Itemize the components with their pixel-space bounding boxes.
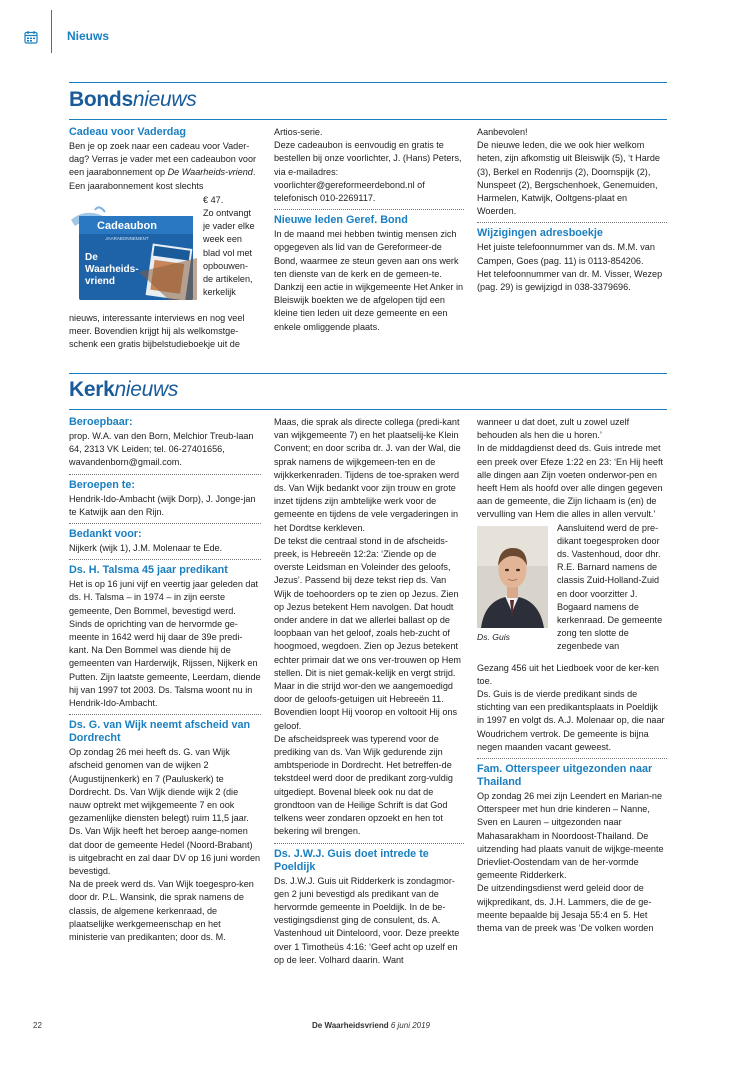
title-italic: nieuws (132, 88, 197, 111)
article-text: Ds. J.W.J. Guis uit Ridderkerk is zondagmor-gen 2 juni bevestigd als predikant van de hervormde gemeente in Poeldijk. In de be-vestigingsdienst ging de consulent, ds. A. Vastenhoud uit Dinteloord, voor. Deze preekte over 1 Timotheüs 4:16: ‘Geef acht op uzelf en op de leer. Volhard daarin. Want (274, 875, 460, 965)
kerknieuws-title (69, 378, 178, 402)
bonds-column-1 (69, 126, 261, 351)
guis-photo-block (477, 522, 667, 662)
kerk-column-1 (69, 416, 261, 944)
article-text: Hendrik-Ido-Ambacht (wijk Dorp), J. Jonge-jan te Katwijk aan den Rijn. (69, 493, 256, 517)
kerk-column-2 (274, 416, 464, 967)
dotted-separator (69, 474, 261, 475)
bonds-column-2 (274, 126, 464, 334)
article-text: Zo ontvangt je vader elke week een blad vol met opbouwen-de artikelen, kerkelijk (203, 208, 255, 298)
dotted-separator (69, 523, 261, 524)
section-label: Nieuws (67, 29, 110, 43)
price: € 47. (203, 194, 224, 205)
article-text (69, 140, 261, 193)
article-text: De nieuwe leden, die we ook hier welkom heten, zijn afkomstig uit Bleiswijk (5), ‘t Harde (3), Berkel en Rodenrijs (2), Doornspijk (2), Nunspeet (2), Bergschenhoek, Genemuiden, Harmelen, Katwijk, Ooltgens-plaat en Woerden. (477, 140, 660, 217)
article-text: Maas, die sprak als directe collega (predi-kant van wijkgemeente 7) en het plaatselij-ke Klein Convent; en door scriba dr. J. van der Wal, die sprak namens de wijkgemeen-ten en de wijkkerkenraden. Tijdens de toe-spraken werd ds. Van Wijk bedankt voor zijn trouw en grote inzet tijdens zijn ambtelijke werk voor de gemeente en tijdens de vele vergaderingen in het Dordtse kerkleven. (274, 417, 461, 533)
article-text: nieuws, interessante interviews en nog veel meer. Bovendien krijgt hij als welkomstge-schenk een gratis bijbelstudieboekje uit de (69, 312, 245, 350)
magazine-name: De Waarheidsvriend (312, 1021, 389, 1030)
section-rule (69, 82, 667, 83)
article-text: Het is op 16 juni vijf en veertig jaar geleden dat ds. H. Talsma – in 1974 – in zijn eerste gemeente, Den Bommel, bevestigd werd. Sinds de oprichting van de hervormde ge-meente in 1642 werd hij daar de 39e predi-kant. Na Den Bommel was diende hij de gemeenten van Harderwijk, Rijssen, Nijkerk en Putten. Zijn laatste gemeente, Leerdam, diende hij van 1997 tot 2003. Ds. Talsma woont nu in Hendrik-Ido-Ambacht. (69, 579, 261, 709)
article-text: De afscheidspreek was typerend voor de prediking van ds. Van Wijk gedurende zijn ambtsperiode in Dordrecht. Het betreffen-de tekstdeel werd door de predikant zorg-vuldig uitgediept. Bovenal bleek ook nu dat de grondtoon van de Heilige Schrift is dat God telkens weer zondaren opzoekt en hen tot bekering wil brengen. (274, 733, 453, 837)
article-heading: Ds. H. Talsma 45 jaar predikant (69, 564, 228, 577)
title-bold: Kerk (69, 378, 115, 401)
article-heading: Ds. J.W.J. Guis doet intrede te Poeldijk (274, 847, 429, 873)
section-rule (69, 119, 667, 120)
page-number: 22 (33, 1021, 42, 1030)
article-heading: Beroepbaar: (69, 416, 133, 428)
calendar-icon (24, 30, 38, 44)
magazine-name: De Waarheids-vriend (167, 167, 253, 178)
page-header (0, 0, 738, 72)
kerk-column-3 (477, 416, 667, 935)
article-heading: Ds. G. van Wijk neemt afscheid van Dordrecht (69, 719, 251, 745)
bonds-column-3 (477, 126, 667, 294)
article-text: prop. W.A. van den Born, Melchior Treub-laan 64, 2313 VK Leiden; tel. 06-27401656, wavandenborn@gmail.com. (69, 431, 254, 468)
article-text: Op zondag 26 mei heeft ds. G. van Wijk afscheid genomen van de wijken 2 (Augustijnenkerk) en 7 (Pauluskerk) te Dordrecht. Ds. Van Wijk diende wijk 2 (die nauw optrekt met wijkgemeente 7 en ook gezamenlijke diensten belegt) ruim 11,5 jaar. Ds. Van Wijk heeft het beroep aange-nomen dat door de gemeente Hedel (Noord-Brabant) is uitgebracht en zal daar DV op 16 juni worden bevestigd. (69, 747, 261, 877)
article-text: Aansluitend werd de pre-dikant toegesproken door ds. Vastenhoud, door dhr. R.E. Barnard namens de classis Zuid-Holland-Zuid en door voorzitter J. Bogaard namens de kerkenraad. De gemeente zong ten slotte de zegenbede van (557, 522, 663, 652)
text-run: Ben je op zoek naar een cadeau voor Vader-dag? Verras je vader met een cadeaubon voor een jaarabonnement op (69, 141, 257, 178)
dotted-separator (477, 758, 667, 759)
article-text: In de maand mei hebben twintig mensen zich opgegeven als lid van de Gereformeer-de Bond, waarmee ze steun geven aan ons werk ten dienste van de kerk en de gemeen-te. Dankzij een actie in wijkgemeente Het Anker in Bleiswijk boekten we de afgelopen tijd een kleine tien leden uit deze gemeente en een enkele omliggende plaats. (274, 229, 464, 332)
footer-magazine (312, 1021, 430, 1030)
title-bold: Bonds (69, 88, 133, 111)
mag-line-1: De (85, 251, 98, 263)
article-text: Het juiste telefoonnummer van ds. M.M. van Campen, Goes (pag. 11) is 0113-854206. (477, 242, 655, 266)
article-text: Na de preek werd ds. Van Wijk toegespro-ken door dr. P.L. Wansink, die sprak namens de classis, de algemene kerkenraad, de plaatselijke werkgemeenschap en het ministerie van predikanten; door ds. M. (69, 879, 254, 943)
cadeaubon-subtitle: JAARABONNEMENT (105, 235, 149, 241)
article-heading: Fam. Otterspeer uitgezonden naar Thailand (477, 763, 653, 789)
title-italic: nieuws (114, 378, 179, 401)
article-heading: Cadeau voor Vaderdag (69, 126, 187, 138)
text-run: . Een jaarabonnement kost slechts (69, 167, 256, 191)
article-text: In de middagdienst deed ds. Guis intrede met een preek over Efeze 1:22 en 23: ‘En Hij heeft alle dingen aan Zijn voeten onderwor-pen en heeft Hem als hoofd over alle dingen gegeven aan de gemeente, die Zijn lichaam is (en) de vervulling van Hem die alles in allen vervult.’ (477, 443, 664, 520)
article-text: Ds. Guis is de vierde predikant sinds de stichting van een predikantsplaats in Poeldijk in 1997 en volgt ds. A.J. Molenaar op, die naar Woudrichem vertrok. De gemeente is bijna negen maanden vacant geweest. (477, 689, 665, 752)
dotted-separator (274, 209, 464, 210)
article-text: Gezang 456 uit het Liedboek voor de ker-ken toe. (477, 662, 659, 686)
section-rule (69, 373, 667, 374)
section-rule (69, 409, 667, 410)
article-heading: Wijzigingen adresboekje (477, 227, 603, 240)
article-text: Deze cadeaubon is eenvoudig en gratis te bestellen bij onze voorlichter, J. (Hans) Peters, via e-mailadres: voorlichter@gereformeerdebond.nl of telefonisch 010-2269117. (274, 140, 462, 204)
article-heading: Nieuwe leden Geref. Bond (274, 214, 408, 227)
cadeaubon-image (69, 202, 197, 302)
issue-date: 6 juni 2019 (390, 1021, 431, 1030)
photo-caption: Ds. Guis (477, 631, 510, 642)
mag-line-3: vriend (85, 275, 116, 287)
article-text: Het telefoonnummer van dr. M. Visser, Wezep (pag. 29) is gewijzigd in 038-3379696. (477, 268, 663, 293)
portrait-photo (477, 526, 548, 628)
dotted-separator (69, 559, 261, 560)
cadeau-side-text (203, 194, 257, 300)
article-text: wanneer u dat doet, zult u zowel uzelf behouden als hen die u horen.’ (477, 417, 630, 441)
article-text: Aanbevolen! (477, 127, 528, 137)
bondsnieuws-title (69, 88, 196, 112)
article-text: Op zondag 26 mei zijn Leendert en Marian-ne Otterspeer met hun drie kinderen – Nanne, Sven en Lauren – uitgezonden naar Mahasarakham in Noordoost-Thailand. De uitzending had plaats vanuit de wijkge-meente Drievliet-Oostendam van de her-vormde gemeente Ridderkerk. (477, 791, 664, 881)
article-text: Artios-serie. (274, 127, 323, 137)
dotted-separator (477, 222, 667, 223)
article-heading: Bedankt voor: (69, 528, 142, 541)
article-text: Nijkerk (wijk 1), J.M. Molenaar te Ede. (69, 543, 223, 554)
cadeaubon-title: Cadeaubon (97, 219, 157, 232)
cadeau-block (69, 194, 261, 312)
header-divider (51, 10, 52, 53)
guis-side-text (557, 522, 665, 654)
article-text: De uitzendingsdienst werd geleid door de wijkpredikant, ds. J.H. Lammers, die de ge-meente bepaalde bij Jesaja 55:4 en 5. Het thema van de preek was ‘De volken worden (477, 883, 654, 934)
dotted-separator (69, 714, 261, 715)
mag-line-2: Waarheids- (85, 263, 139, 275)
article-heading: Beroepen te: (69, 478, 135, 491)
article-text: De tekst die centraal stond in de afscheids-preek, is Hebreeën 12:2a: ‘Ziende op de overste Leidsman en Voleinder des geloofs, Jezus’. Passend bij deze tekst riep ds. Van Wijk de toehoorders op te zien op Jezus. Zien op Jezus betekent Hem navolgen. Dat houdt onder andere in dat we allerlei ballast op de loopbaan van het geloof, zoals heb-zucht of hoogmoed, wegdoen. Zien op Jezus betekent echter primair dat we ons ver-trouwen op Hem stellen. Dit is niet gemak-kelijk en vergt strijd. Maar in die strijd wor-den we aangemoedigd door de geloofs-getuigen uit Hebreeën 11. Bovendien loopt Hij voorop en voltooit Hij ons geloof. (274, 535, 462, 731)
dotted-separator (274, 843, 464, 844)
